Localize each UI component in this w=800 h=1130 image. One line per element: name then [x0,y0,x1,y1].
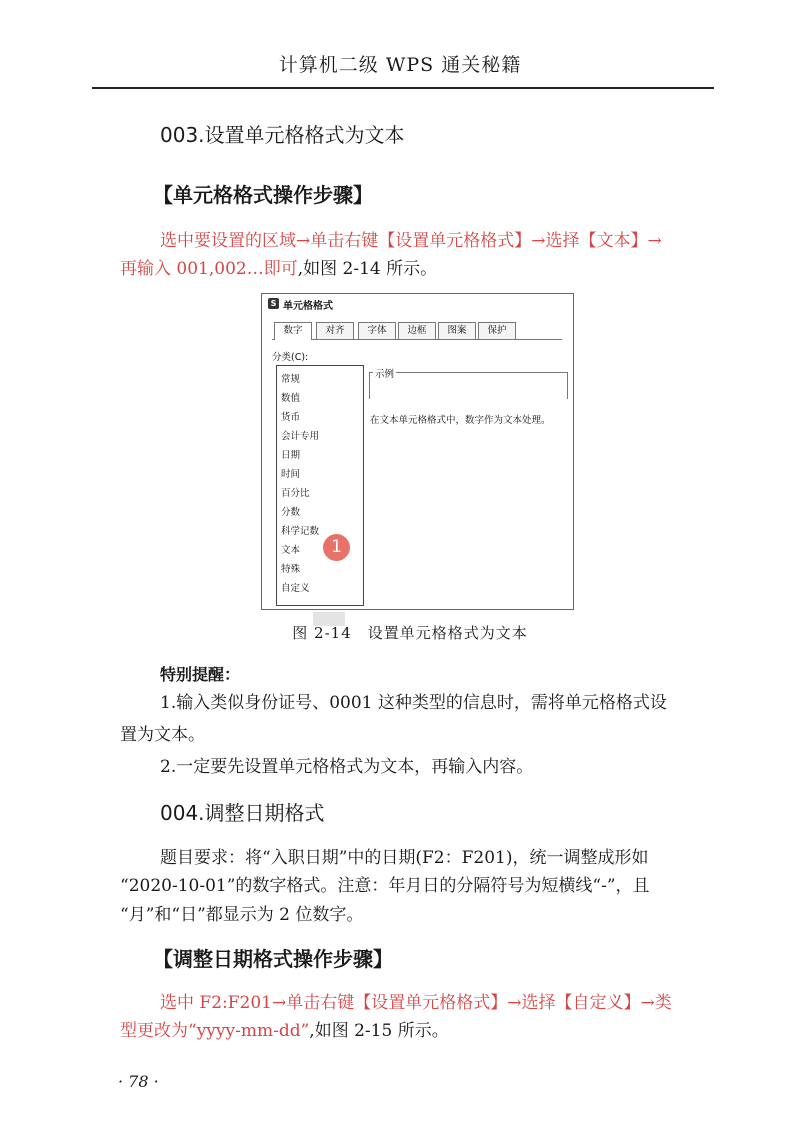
category-item-text[interactable]: 文本 [281,545,301,556]
section-003-steps-line1: 选中要设置的区域→单击右键【设置单元格格式】→选择【文本】→ [160,231,662,251]
note-title: 特别提醒： [160,665,241,684]
category-item-accounting[interactable]: 会计专用 [281,431,320,442]
section-003-steps-line2-red: 再输入 001,002…即可 [120,259,298,279]
category-item-percentage[interactable]: 百分比 [281,488,310,499]
category-item-custom[interactable]: 自定义 [281,583,310,594]
dialog-tabs [272,322,562,340]
section-003-steps-heading: 【单元格格式操作步骤】 [153,183,373,207]
tab-pattern[interactable]: 图案 [438,322,476,339]
dialog-title: 单元格格式 [283,301,333,312]
category-label: 分类(C): [272,352,309,363]
section-004-steps-line2 [120,1018,449,1045]
category-list[interactable] [276,365,364,606]
format-cells-dialog [261,293,574,610]
sample-groupbox [369,372,568,399]
figure-caption: 图 2-14 设置单元格格式为文本 [292,624,528,642]
text-format-description: 在文本单元格格式中，数字作为文本处理。 [370,415,551,426]
section-003-heading: 003.设置单元格格式为文本 [160,123,405,147]
tab-border[interactable]: 边框 [398,322,436,339]
sample-legend: 示例 [373,366,396,380]
section-004-req-line2: “2020-10-01”的数字格式。注意：年月日的分隔符号为短横线“-”，且 [120,876,650,896]
section-004-req-line3: “月”和“日”都显示为 2 位数字。 [120,905,364,925]
section-003-steps-line2 [120,256,437,283]
section-004-steps-line2-black: ,如图 2-15 所示。 [309,1021,449,1041]
category-item-currency[interactable]: 货币 [281,412,301,423]
tab-alignment[interactable]: 对齐 [316,322,354,339]
section-004-req-line1: 题目要求：将“入职日期”中的日期(F2：F201)，统一调整成形如 [160,848,649,868]
page-number: · 78 · [118,1072,159,1091]
section-003-steps-line2-black: ,如图 2-14 所示。 [297,259,438,279]
category-item-date[interactable]: 日期 [281,450,301,461]
note-item2: 2.一定要先设置单元格格式为文本，再输入内容。 [160,757,534,777]
header-rule [92,87,714,89]
section-004-heading: 004.调整日期格式 [160,801,325,825]
category-item-special[interactable]: 特殊 [281,564,301,575]
category-item-fraction[interactable]: 分数 [281,507,301,518]
tab-protection[interactable]: 保护 [478,322,516,339]
dialog-titlebar [262,294,573,314]
category-item-scientific[interactable]: 科学记数 [281,526,320,537]
tab-number[interactable]: 数字 [274,322,312,340]
running-header: 计算机二级 WPS 通关秘籍 [278,54,522,76]
note-item1-line2: 置为文本。 [120,725,205,745]
section-004-steps-line2-red: 型更改为“yyyy-mm-dd” [120,1021,310,1041]
step-marker-badge: 1 [323,534,350,561]
section-004-steps-line1: 选中 F2:F201→单击右键【设置单元格格式】→选择【自定义】→类 [160,993,672,1013]
category-item-time[interactable]: 时间 [281,469,301,480]
note-item1-line1: 1.输入类似身份证号、0001 这种类型的信息时，需将单元格格式设 [160,693,667,713]
tab-font[interactable]: 字体 [358,322,396,339]
category-item-general[interactable]: 常规 [281,374,301,385]
section-004-steps-heading: 【调整日期格式操作步骤】 [153,947,393,971]
wps-app-icon: S [268,298,279,309]
category-item-number[interactable]: 数值 [281,393,301,404]
